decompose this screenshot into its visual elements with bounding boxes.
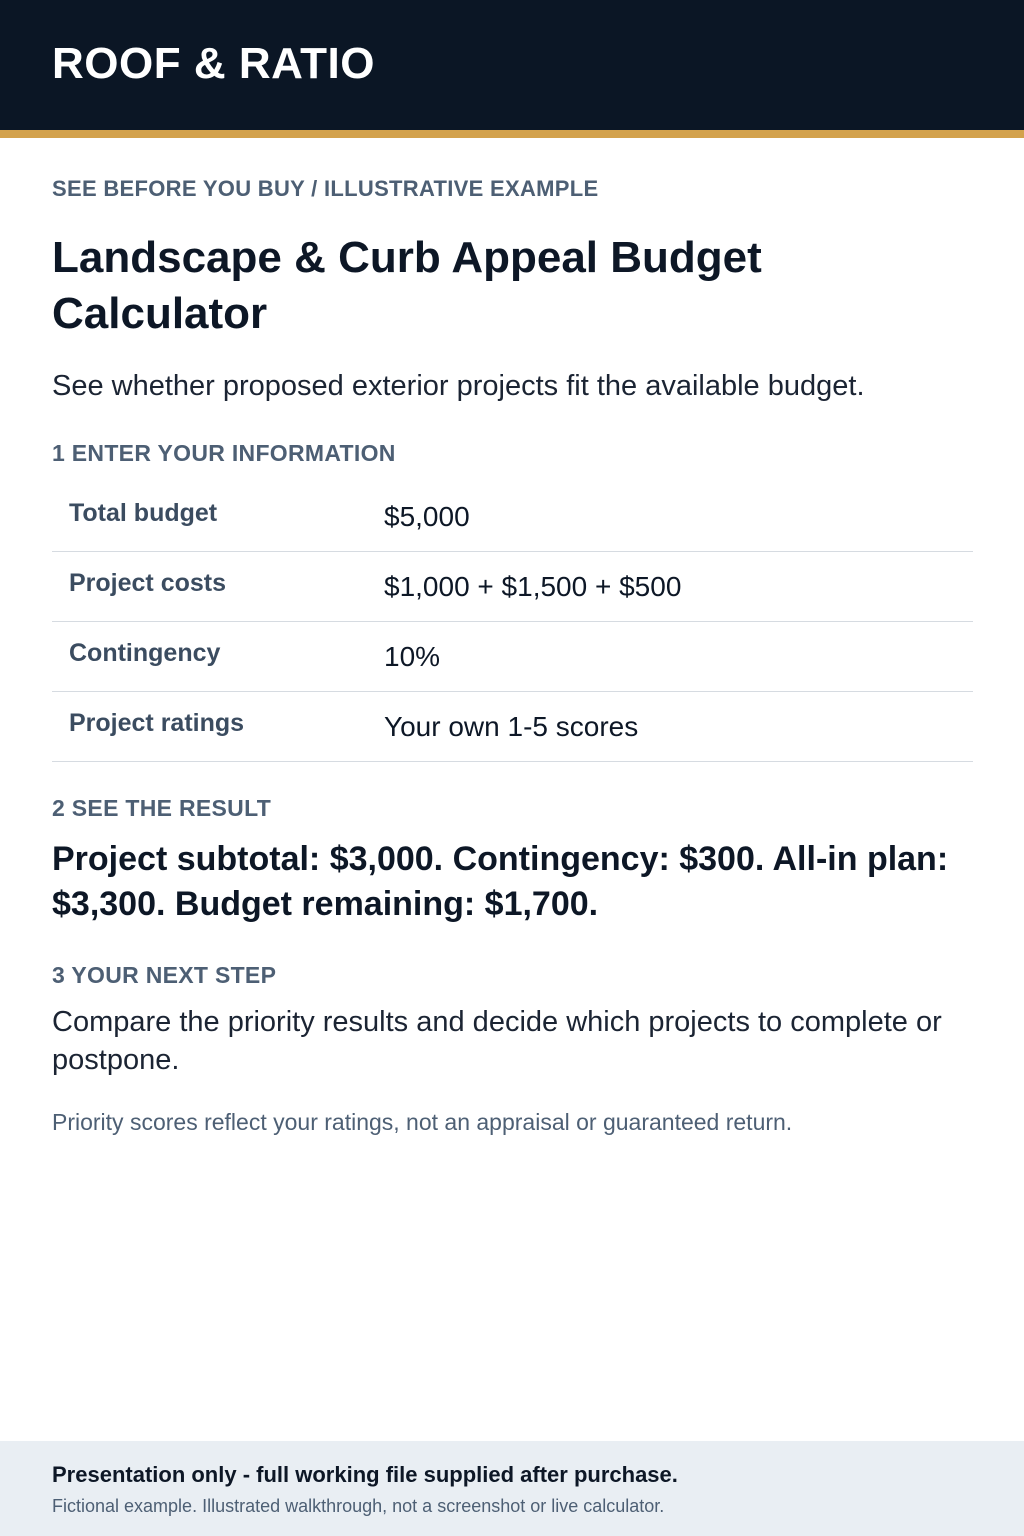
header-bar xyxy=(0,0,1024,130)
input-row-project-ratings xyxy=(52,692,973,762)
input-label: Contingency xyxy=(69,639,221,667)
next-step-text: Compare the priority results and decide which projects to complete or postpone. xyxy=(52,1006,942,1076)
disclaimer-note: Priority scores reflect your ratings, not an appraisal or guaranteed return. xyxy=(52,1109,793,1135)
input-value: 10% xyxy=(384,641,441,672)
input-label: Total budget xyxy=(69,499,218,527)
brand-logo-text: ROOF & RATIO xyxy=(52,39,375,88)
inputs-table xyxy=(52,482,973,762)
footer-notice: Presentation only - full working file supplied after purchase. xyxy=(52,1462,678,1487)
result-summary: Project subtotal: $3,000. Contingency: $300. All-in plan: $3,300. Budget remaining: $1,700. xyxy=(52,840,949,923)
footer-bar xyxy=(0,1441,1024,1536)
input-label: Project costs xyxy=(69,569,227,597)
section-heading-enter-info: 1 ENTER YOUR INFORMATION xyxy=(52,440,396,466)
input-value: Your own 1-5 scores xyxy=(384,711,639,742)
page-title: Landscape & Curb Appeal Budget Calculator xyxy=(52,233,762,338)
input-row-project-costs xyxy=(52,552,973,622)
input-row-contingency xyxy=(52,622,973,692)
header-accent-stripe xyxy=(0,130,1024,138)
page-subtitle: See whether proposed exterior projects fit the available budget. xyxy=(52,370,865,402)
input-label: Project ratings xyxy=(69,709,245,737)
section-heading-next-step: 3 YOUR NEXT STEP xyxy=(52,962,277,988)
input-row-total-budget xyxy=(52,482,973,552)
eyebrow-label: SEE BEFORE YOU BUY / ILLUSTRATIVE EXAMPLE xyxy=(52,176,599,201)
footer-subnote: Fictional example. Illustrated walkthrough, not a screenshot or live calculator. xyxy=(52,1496,665,1516)
input-value: $5,000 xyxy=(384,501,470,532)
section-heading-result: 2 SEE THE RESULT xyxy=(52,795,272,821)
input-value: $1,000 + $1,500 + $500 xyxy=(384,571,682,602)
